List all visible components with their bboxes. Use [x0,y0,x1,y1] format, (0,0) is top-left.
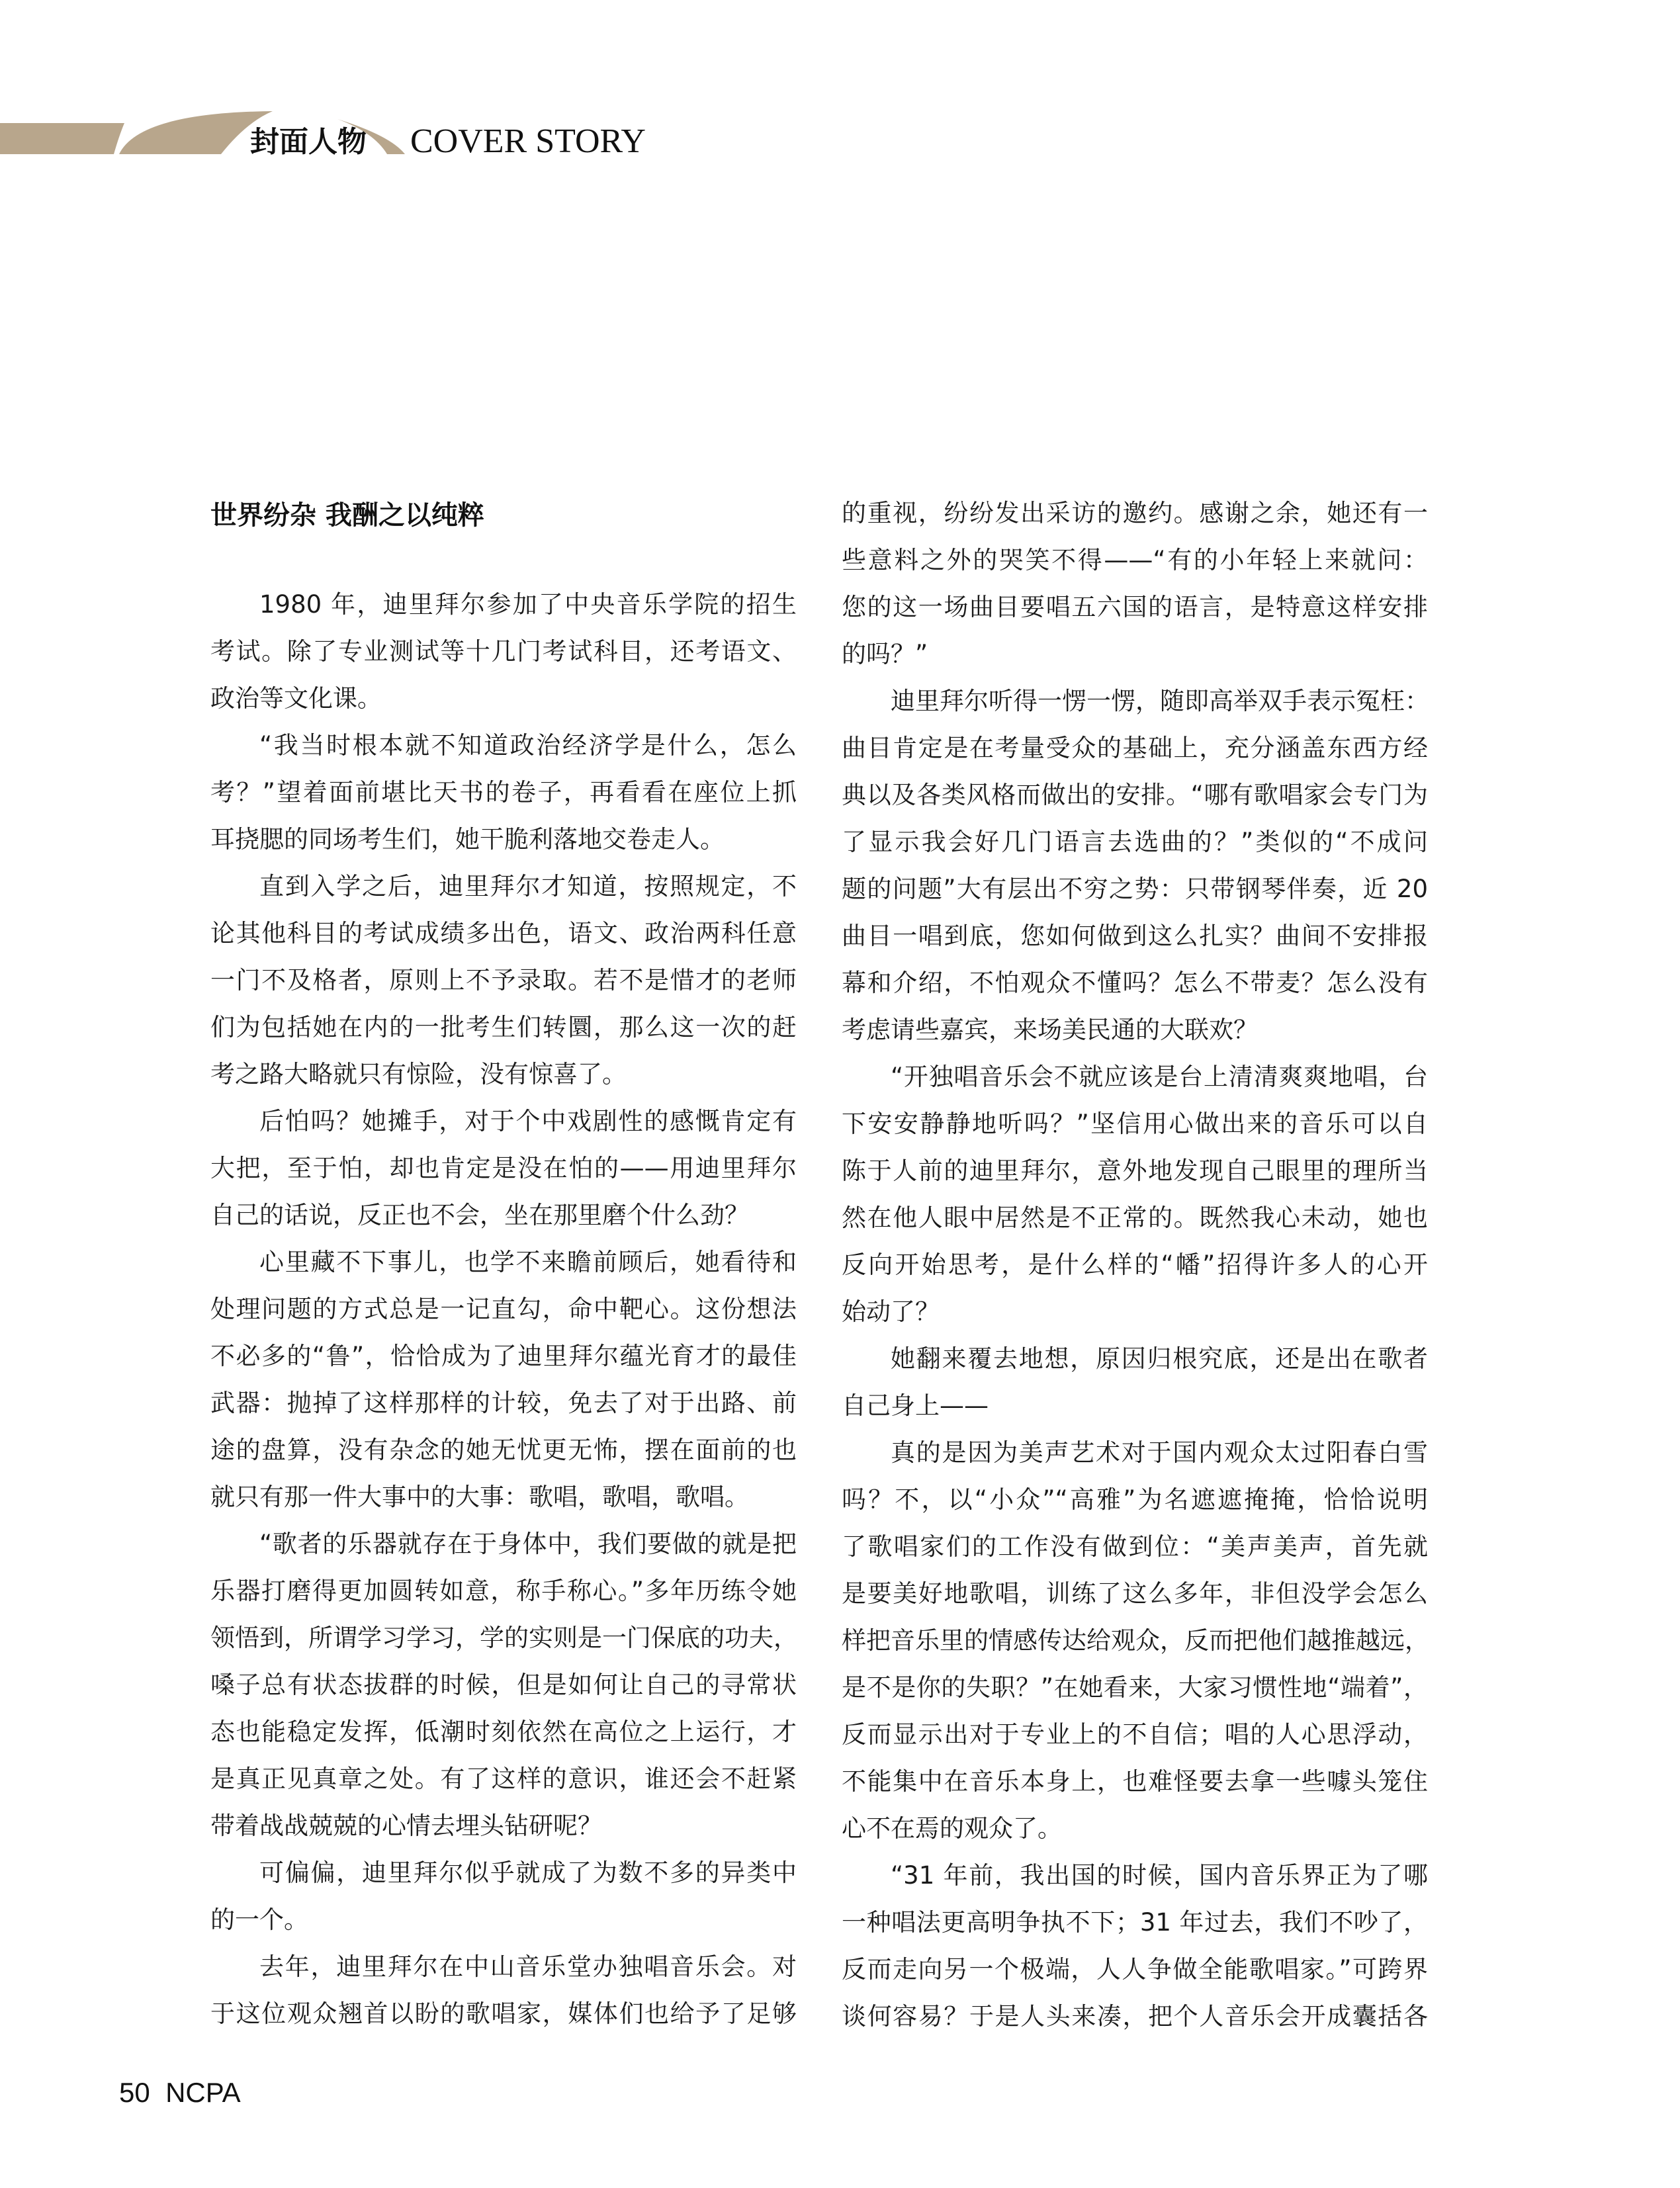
paragraph [210,722,797,863]
text-line: 可偏偏，迪里拜尔似乎就成了为数不多的异类中 [259,1859,797,1887]
text-line: 始动了？ [842,1297,940,1326]
text-line: 不必多的“鲁”，恰恰成为了迪里拜尔蕴光育才的最佳 [210,1342,797,1370]
text-line: 是真正见真章之处。有了这样的意识，谁还会不赶紧 [210,1765,797,1793]
text-line: 了歌唱家们的工作没有做到位：“美声美声，首先就 [842,1532,1428,1561]
paragraph [842,1335,1428,1429]
text-line: 就只有那一件大事中的大事：歌唱，歌唱，歌唱。 [210,1483,749,1511]
text-line: 幕和介绍，不怕观众不懂吗？怎么不带麦？怎么没有 [842,969,1428,997]
article-column-left [210,581,797,2037]
paragraph [210,1520,797,1849]
text-line: 的一个。 [210,1905,308,1934]
text-line: 是不是你的失职？”在她看来，大家习惯性地“端着”， [842,1673,1428,1702]
text-line: 她翻来覆去地想，原因归根究底，还是出在歌者 [891,1344,1428,1373]
text-line: 考虑请些嘉宾，来场美民通的大联欢？ [842,1016,1258,1044]
section-label-cn: 封面人物 [250,125,367,159]
text-line: 陈于人前的迪里拜尔，意外地发现自己眼里的理所当 [842,1157,1428,1185]
section-label-en: COVER STORY [410,122,646,160]
paragraph [210,863,797,1098]
text-line: 典以及各类风格而做出的安排。“哪有歌唱家会专门为 [842,781,1428,809]
text-line: 大把，至于怕，却也肯定是没在怕的——用迪里拜尔 [210,1154,797,1182]
text-line: 自己的话说，反正也不会，坐在那里磨个什么劲？ [210,1201,749,1229]
paragraph [210,1239,797,1520]
text-line: 耳挠腮的同场考生们，她干脆利落地交卷走人。 [210,825,725,853]
text-line: 考？”望着面前堪比天书的卷子，再看看在座位上抓 [210,778,797,807]
page-number: 50 [119,2077,150,2108]
text-line: 心不在焉的观众了。 [842,1814,1062,1843]
text-line: 下安安静静地听吗？”坚信用心做出来的音乐可以自 [842,1110,1428,1138]
text-line: 您的这一场曲目要唱五六国的语言，是特意这样安排 [842,593,1428,621]
paragraph [210,1098,797,1239]
text-line: 处理问题的方式总是一记直勾，命中靶心。这份想法 [210,1295,797,1323]
article-subtitle: 世界纷杂 我酬之以纯粹 [210,500,484,531]
text-line: 态也能稳定发挥，低潮时刻依然在高位之上运行，才 [210,1718,797,1746]
text-line: 真的是因为美声艺术对于国内观众太过阳春白雪 [891,1438,1428,1467]
text-line: 些意料之外的哭笑不得——“有的小年轻上来就问： [842,546,1428,574]
text-line: 题的问题”大有层出不穷之势：只带钢琴伴奏，近 20 [842,875,1428,903]
text-line: 自己身上—— [842,1391,989,1420]
text-line: 迪里拜尔听得一愣一愣，随即高举双手表示冤枉： [891,687,1429,715]
text-line: “开独唱音乐会不就应该是台上清清爽爽地唱，台 [891,1063,1428,1091]
text-line: 心里藏不下事儿，也学不来瞻前顾后，她看待和 [259,1248,797,1276]
magazine-name: NCPA [165,2077,241,2108]
text-line: 反而走向另一个极端，人人争做全能歌唱家。”可跨界 [842,1955,1428,1984]
paragraph [842,1053,1428,1335]
text-line: 一种唱法更高明争执不下；31 年过去，我们不吵了， [842,1908,1428,1937]
text-line: 不能集中在音乐本身上，也难怪要去拿一些噱头笼住 [842,1767,1428,1796]
text-line: 政治等文化课。 [210,684,382,713]
paragraph [842,490,1428,678]
text-line: 反而显示出对于专业上的不自信；唱的人心思浮动， [842,1720,1428,1749]
paragraph [842,678,1428,1053]
text-line: 途的盘算，没有杂念的她无忧更无怖，摆在面前的也 [210,1436,797,1464]
header-bar [0,123,124,154]
page-footer [119,2076,241,2109]
text-line: 曲目肯定是在考量受众的基础上，充分涵盖东西方经 [842,734,1428,762]
paragraph [842,1429,1428,1852]
paragraph [210,1943,797,2037]
text-line: 的重视，纷纷发出采访的邀约。感谢之余，她还有一 [842,499,1428,527]
text-line: 于这位观众翘首以盼的歌唱家，媒体们也给予了足够 [210,1999,797,2028]
text-line: 曲目一唱到底，您如何做到这么扎实？曲间不安排报 [842,922,1428,950]
paragraph [210,1849,797,1943]
text-line: 然在他人眼中居然是不正常的。既然我心未动，她也 [842,1203,1428,1232]
article-column-right [842,490,1428,2040]
text-line: 1980 年，迪里拜尔参加了中央音乐学院的招生 [259,590,797,619]
text-line: “歌者的乐器就存在于身体中，我们要做的就是把 [259,1530,797,1558]
text-line: 考试。除了专业测试等十几门考试科目，还考语文、 [210,637,797,666]
text-line: 武器：抛掉了这样那样的计较，免去了对于出路、前 [210,1389,797,1417]
text-line: 了显示我会好几门语言去选曲的？”类似的“不成问 [842,828,1428,856]
text-line: “我当时根本就不知道政治经济学是什么，怎么 [259,731,797,760]
text-line: 们为包括她在内的一批考生们转圜，那么这一次的赶 [210,1013,797,1041]
paragraph [842,1852,1428,2040]
text-line: 带着战战兢兢的心情去埋头钻研呢？ [210,1812,602,1840]
text-line: 领悟到，所谓学习学习，学的实则是一门保底的功夫， [210,1624,798,1652]
text-line: “31 年前，我出国的时候，国内音乐界正为了哪 [891,1861,1428,1890]
text-line: 考之路大略就只有惊险，没有惊喜了。 [210,1060,627,1088]
text-line: 反向开始思考，是什么样的“幡”招得许多人的心开 [842,1250,1428,1279]
text-line: 论其他科目的考试成绩多出色，语文、政治两科任意 [210,919,797,947]
text-line: 去年，迪里拜尔在中山音乐堂办独唱音乐会。对 [259,1952,797,1981]
text-line: 样把音乐里的情感传达给观众，反而把他们越推越远， [842,1626,1429,1655]
text-line: 谈何容易？于是人头来凑，把个人音乐会开成囊括各 [842,2002,1428,2031]
text-line: 直到入学之后，迪里拜尔才知道，按照规定，不 [259,872,797,900]
text-line: 乐器打磨得更加圆转如意，称手称心。”多年历练令她 [210,1577,797,1605]
text-line: 吗？不，以“小众”“高雅”为名遮遮掩掩，恰恰说明 [842,1485,1428,1514]
text-line: 嗓子总有状态拔群的时候，但是如何让自己的寻常状 [210,1671,797,1699]
text-line: 是要美好地歌唱，训练了这么多年，非但没学会怎么 [842,1579,1428,1608]
text-line: 后怕吗？她摊手，对于个中戏剧性的感慨肯定有 [259,1107,797,1135]
text-line: 的吗？” [842,640,928,668]
paragraph [210,581,797,722]
text-line: 一门不及格者，原则上不予录取。若不是惜才的老师 [210,966,797,994]
